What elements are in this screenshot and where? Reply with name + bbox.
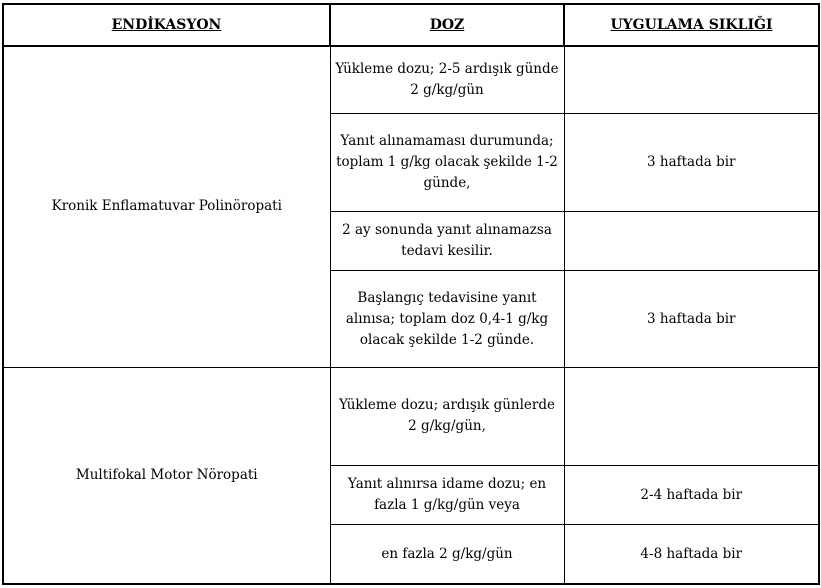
indication-cell — [3, 367, 330, 584]
dose-text: Yanıt alınırsa idame dozu; en fazla 1 g/kg/gün veya — [347, 476, 547, 514]
dose-text: 2 ay sonunda yanıt alınamazsa tedavi kesilir. — [342, 222, 552, 260]
dose-text: en fazla 2 g/kg/gün — [381, 545, 513, 562]
dose-text: Yükleme dozu; 2-5 ardışık günde 2 g/kg/gün — [335, 60, 559, 98]
header-row — [3, 4, 819, 46]
frequency-cell — [564, 466, 819, 525]
dose-table — [2, 3, 820, 585]
table-row — [3, 367, 819, 465]
frequency-cell — [564, 212, 819, 271]
dose-text: Yanıt alınamaması durumunda; toplam 1 g/kg olacak şekilde 1-2 günde, — [336, 132, 558, 191]
dose-cell — [330, 46, 564, 113]
indication-label: Multifokal Motor Nöropati — [75, 466, 258, 483]
frequency-cell — [564, 367, 819, 465]
frequency-text: 3 haftada bir — [647, 153, 736, 170]
dose-text: Başlangıç tedavisine yanıt alınısa; toplam doz 0,4-1 g/kg olacak şekilde 1-2 günde. — [345, 289, 549, 348]
frequency-cell — [564, 271, 819, 367]
dose-cell — [330, 212, 564, 271]
header-dose: DOZ — [330, 4, 564, 46]
frequency-cell — [564, 46, 819, 113]
frequency-cell — [564, 525, 819, 584]
dose-text: Yükleme dozu; ardışık günlerde 2 g/kg/gün, — [338, 397, 556, 435]
frequency-cell — [564, 113, 819, 211]
table-row — [3, 46, 819, 113]
dose-cell — [330, 113, 564, 211]
indication-cell — [3, 46, 330, 367]
dose-cell — [330, 271, 564, 367]
frequency-text: 4-8 haftada bir — [640, 545, 743, 562]
dose-cell — [330, 525, 564, 584]
dose-cell — [330, 466, 564, 525]
header-indication: ENDİKASYON — [3, 4, 330, 46]
dose-cell — [330, 367, 564, 465]
frequency-text: 2-4 haftada bir — [640, 486, 743, 503]
indication-label: Kronik Enflamatuvar Polinöropati — [51, 198, 282, 215]
frequency-text: 3 haftada bir — [647, 310, 736, 327]
header-frequency: UYGULAMA SIKLIĞI — [564, 4, 819, 46]
